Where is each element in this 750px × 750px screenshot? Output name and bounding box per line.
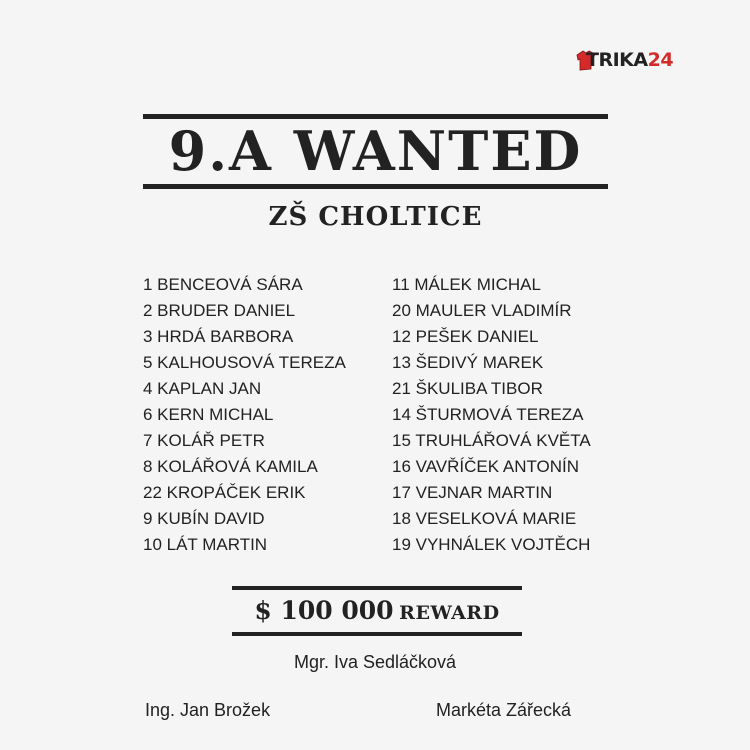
list-item: 5 KALHOUSOVÁ TEREZA (143, 353, 346, 372)
reward-top-rule (232, 586, 522, 590)
list-item: 17 VEJNAR MARTIN (392, 483, 553, 502)
page-title: 9.A WANTED (168, 119, 583, 183)
list-item: 16 VAVŘÍČEK ANTONÍN (392, 457, 580, 476)
list-item: 3 HRDÁ BARBORA (143, 327, 294, 346)
list-item: 18 VESELKOVÁ MARIE (392, 509, 577, 528)
signature-left: Ing. Jan Brožek (145, 700, 271, 720)
reward-line (232, 593, 522, 632)
logo-text-red: 24 (647, 49, 674, 71)
list-item: 22 KROPÁČEK ERIK (143, 483, 306, 502)
list-item: 8 KOLÁŘOVÁ KAMILA (143, 457, 318, 476)
signature-right: Markéta Zářecká (436, 700, 572, 720)
list-item: 12 PEŠEK DANIEL (392, 327, 539, 346)
trika24-logo (572, 46, 684, 76)
list-item: 13 ŠEDIVÝ MAREK (392, 353, 544, 372)
title-bottom-rule (143, 184, 608, 189)
list-item: 9 KUBÍN DAVID (143, 509, 265, 528)
logo-text (586, 47, 673, 73)
list-item: 19 VYHNÁLEK VOJTĚCH (392, 535, 591, 554)
list-item: 15 TRUHLÁŘOVÁ KVĚTA (392, 431, 591, 450)
list-item: 2 BRUDER DANIEL (143, 301, 296, 320)
list-item: 7 KOLÁŘ PETR (143, 431, 265, 450)
list-item: 20 MAULER VLADIMÍR (392, 301, 572, 320)
list-item: 4 KAPLAN JAN (143, 379, 262, 398)
school-name: ZŠ CHOLTICE (268, 202, 483, 232)
list-item: 14 ŠTURMOVÁ TEREZA (392, 405, 584, 424)
list-item: 10 LÁT MARTIN (143, 535, 268, 554)
teacher-name: Mgr. Iva Sedláčková (293, 652, 457, 672)
reward-amount: $ 100 000 (254, 596, 394, 625)
logo-text-dark: TRIKA (586, 49, 648, 71)
list-item: 21 ŠKULIBA TIBOR (392, 379, 543, 398)
reward-word: REWARD (399, 602, 500, 624)
student-list-right (392, 272, 591, 558)
list-item: 6 KERN MICHAL (143, 405, 274, 424)
list-item: 1 BENCEOVÁ SÁRA (143, 275, 303, 294)
list-item: 11 MÁLEK MICHAL (392, 275, 541, 294)
student-list-left (143, 272, 346, 558)
reward-bottom-rule (232, 632, 522, 636)
